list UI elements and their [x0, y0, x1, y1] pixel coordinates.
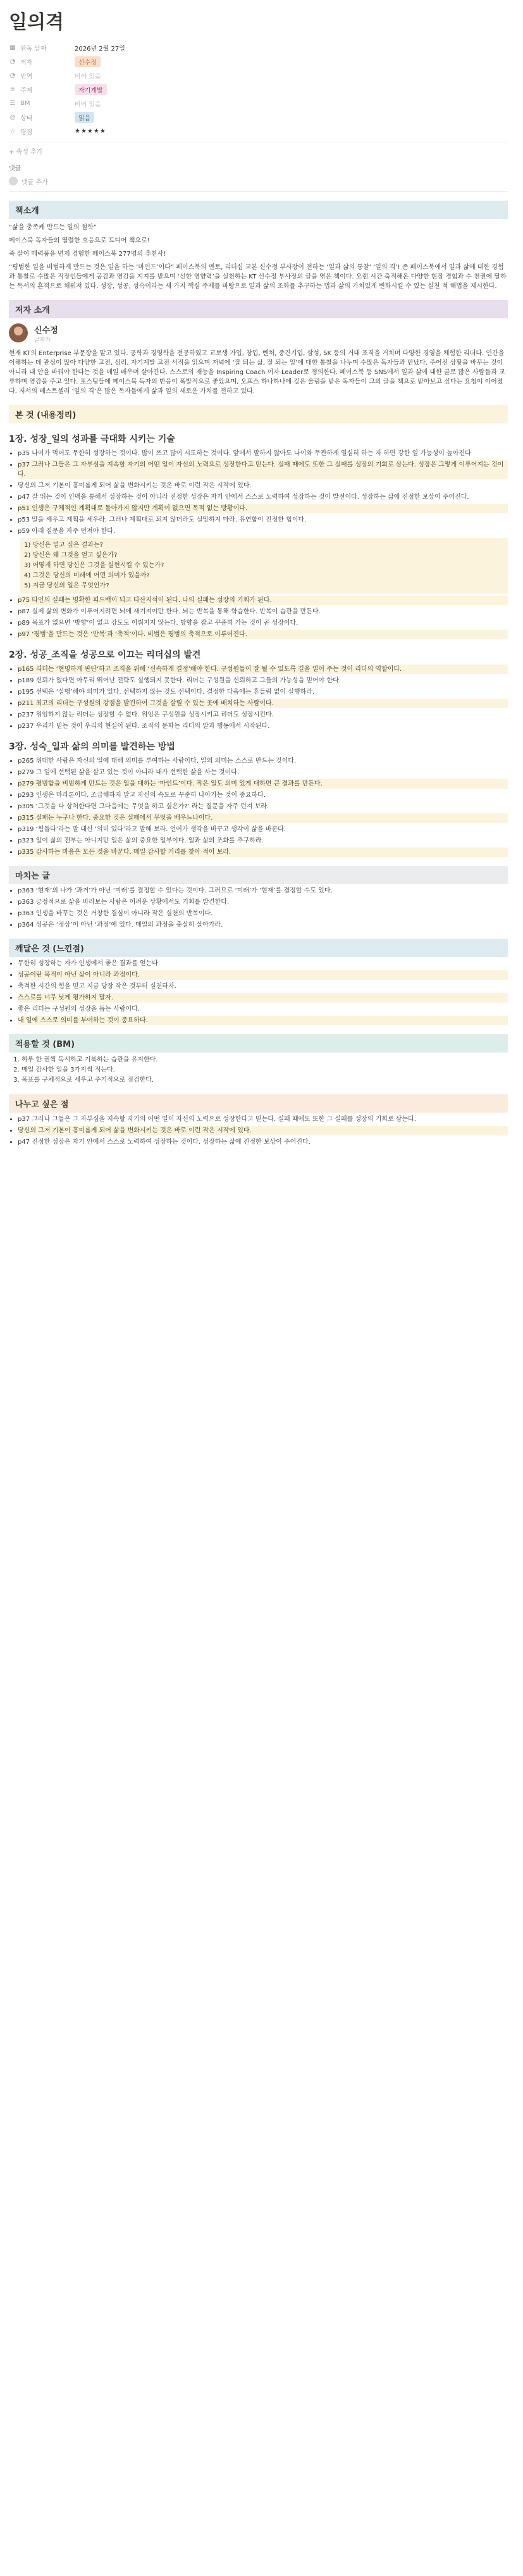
- list-item: • p37 그러나 그들은 그 자부심을 지속할 자기의 어떤 일이 자신의 노력으로 성장한다고 믿는다. 실패 때에도 또한 그 실패를 성장의 기회로 삼는다. 성장은 그렇게 이루어지는 것이다.: [18, 460, 508, 479]
- list-item: • p189 신뢰가 없다면 아무리 뛰어난 전략도 실행되지 못한다. 리더는 구성원을 신뢰하고 그들의 가능성을 믿어야 한다.: [18, 676, 508, 685]
- property-row[interactable]: [9, 54, 508, 68]
- summary-paragraph: 페이스북 독자들의 열렬한 호응으로 드디어 책으로!: [9, 237, 150, 244]
- list-item: • 당신의 그저 기본이 흥미롭게 되어 삶을 변화시키는 것은 바로 이런 작은 시작에 있다.: [18, 481, 508, 491]
- chapter-title: 1장. 성장_일의 성과를 극대화 시키는 기술: [9, 434, 175, 444]
- list-item: 3. 목표를 구체적으로 세우고 주기적으로 점검한다.: [22, 1075, 508, 1085]
- list-item: • p37 그러나 그들은 그 자부심을 지속할 자기의 어떤 일이 자신의 노력으로 성장한다고 믿는다. 실패 때에도 또한 그 실패를 성장의 기회로 삼는다.: [18, 1115, 508, 1124]
- lessons-list: [9, 959, 508, 1025]
- conclusion-list: [9, 886, 508, 930]
- list-item: • 좋은 리더는 구성원의 성장을 돕는 사람이다.: [18, 1004, 508, 1014]
- property-row[interactable]: [9, 68, 508, 82]
- question-list: [20, 538, 508, 594]
- property-key-label: 번역: [20, 73, 33, 80]
- section-author-heading: 저자 소개: [9, 300, 508, 318]
- list-item: • p59 아래 질문을 자주 던져야 한다.: [18, 527, 508, 536]
- list-item: • p237 위임하지 않는 리더는 성장할 수 없다. 위임은 구성원을 성장시키고 리더도 성장시킨다.: [18, 710, 508, 720]
- property-tag: 자기계발: [75, 84, 107, 95]
- list-item: • p363 ‘현재’의 나가 ‘과거’가 아닌 ‘미래’를 결정할 수 있다는 것이다. 그러므로 ‘미래’가 ‘현재’를 결정할 수도 있다.: [18, 886, 508, 896]
- list-item: • p323 일이 삶의 전부는 아니지만 일은 삶의 중요한 일부이다. 일과 삶의 조화를 추구하라.: [18, 836, 508, 846]
- question-item: 2) 당신은 왜 그것을 얻고 싶은가?: [24, 552, 118, 559]
- property-value[interactable]: [75, 112, 94, 123]
- author-name: 신수정: [34, 326, 58, 335]
- list-item: • p35 나이가 먹어도 무한히 성장하는 것이다. 많이 쓰고 많이 시도하는 것이다. 앞에서 말하지 않아도 나이와 무관하게 열심히 하는 자 하면 강한 일 가능성이 높아진다: [18, 449, 508, 458]
- list-item: • 무한히 성장하는 자가 인생에서 좋은 결과를 얻는다.: [18, 959, 508, 968]
- list-item: • 축적한 시간의 힘을 믿고 지금 당장 작은 것부터 실천하자.: [18, 982, 508, 991]
- list-item: • p293 인생은 마라톤이다. 조급해하지 말고 자신의 속도로 꾸준히 나아가는 것이 중요하다.: [18, 791, 508, 800]
- author-photo: [9, 323, 28, 342]
- list-item: • p53 말을 세우고 계획을 세우라. 그러나 계획대로 되지 않더라도 실망하지 마라. 유연함이 진정한 힘이다.: [18, 515, 508, 525]
- comments-heading: 댓글: [9, 165, 22, 172]
- section-body-heading: 본 것 (내용정리): [9, 405, 508, 423]
- list-item: • p363 긍정적으로 삶을 바라보는 사람은 어려운 상황에서도 기회를 발견한다.: [18, 897, 508, 907]
- property-key-label: 저자: [20, 59, 33, 66]
- list-item: • p319 ‘힘들다’라는 말 대신 ‘의미 있다’라고 말해 보라. 언어가 생각을 바꾸고 생각이 삶을 바꾼다.: [18, 825, 508, 834]
- property-row[interactable]: [9, 82, 508, 96]
- list-item: 2. 매일 감사한 일을 3가지씩 적는다.: [22, 1065, 508, 1075]
- chapter-title: 3장. 성숙_일과 삶의 의미를 발견하는 방법: [9, 742, 175, 752]
- property-key: [9, 43, 75, 53]
- property-key: [9, 113, 75, 122]
- question-item: 5) 지금 당신의 일은 무엇인가?: [24, 582, 109, 589]
- avatar: [9, 177, 18, 185]
- list-item: • p87 실제 삶의 변화가 이루어지려면 뇌에 새겨져야만 한다. 뇌는 반복을 통해 학습한다. 반복이 습관을 만든다.: [18, 607, 508, 616]
- comment-input-row[interactable]: [9, 175, 508, 192]
- property-text: 2026년 2월 27일: [75, 45, 125, 53]
- author-role: 글작가: [34, 337, 51, 344]
- summary-block: [9, 223, 508, 291]
- property-value[interactable]: [75, 43, 125, 53]
- properties-panel: [9, 41, 508, 142]
- rating-icon: ☆: [9, 127, 16, 135]
- property-tag: 신수정: [75, 56, 101, 67]
- list-item: 1. 하루 한 권씩 독서하고 기록하는 습관을 유지한다.: [22, 1055, 508, 1065]
- page: [0, 0, 523, 1147]
- list-item: • p47 진정한 성장은 자기 안에서 스스로 노력하여 성장하는 것이다. 성장하는 삶에 진정한 보상이 주어진다.: [18, 1137, 508, 1147]
- section-summary-heading: 책소개: [9, 201, 508, 219]
- list-item: • p279 평범함을 비범하게 만드는 것은 일을 대하는 ‘마인드’이다. 작은 일도 의미 있게 대하면 큰 결과를 만든다.: [18, 779, 508, 789]
- property-key-label: 완독 날짜: [20, 45, 47, 53]
- list-item: • p97 ‘평범’을 만드는 것은 ‘반복’과 ‘축적’이다. 비범은 평범의 축적으로 이루어진다.: [18, 630, 508, 639]
- list-item: • p265 위대한 사람은 자신의 일에 대해 의미를 부여하는 사람이다. 일의 의미는 스스로 만드는 것이다.: [18, 756, 508, 766]
- property-key-label: 주제: [20, 87, 33, 94]
- list-item: • p165 리더는 ‘현명하게 판단’하고 조직을 위해 ‘신속하게 결정’해야 한다. 구성원들이 잘 될 수 있도록 길을 열어 주는 것이 리더의 역할이다.: [18, 665, 508, 674]
- question-item: 3) 어떻게 하면 당신은 그것을 실현시킬 수 있는가?: [24, 562, 164, 569]
- list-item: • p305 ‘그것을 다 상처한다면 그다음에는 무엇을 하고 싶은가?’ 라는 질문을 자주 던져 보라.: [18, 802, 508, 811]
- property-row[interactable]: [9, 96, 508, 110]
- section-lessons-heading: 깨달은 것 (느낀점): [9, 939, 508, 957]
- list-item: • p195 선택은 ‘실행’해야 의미가 있다. 선택하지 않는 것도 선택이다. 결정한 다음에는 흔들림 없이 실행하라.: [18, 687, 508, 697]
- comment-input[interactable]: 댓글 추가: [22, 178, 48, 186]
- person-icon: ◔: [9, 58, 16, 65]
- author-card: [9, 323, 508, 344]
- question-item: 4) 그것은 당신의 미래에 어떤 의미가 있을까?: [24, 572, 150, 579]
- calendar-icon: ▦: [9, 44, 16, 51]
- chapter-list: [9, 449, 508, 639]
- chapter-list: [9, 665, 508, 731]
- add-property-button[interactable]: + 속성 추가: [9, 149, 43, 156]
- list-item: • p89 목표가 없으면 ‘방향’이 없고 강도도 이뤄지지 않는다. 방향을 잡고 꾸준히 가는 것이 곧 성장이다.: [18, 618, 508, 628]
- chapter-list: [9, 756, 508, 857]
- translator-icon: ◔: [9, 72, 16, 79]
- list-item: • p279 그 일에 선택된 삶을 살고 있는 것이 아니라 내가 선택한 삶을 사는 것이다.: [18, 768, 508, 777]
- property-empty: 비어 있음: [75, 101, 101, 108]
- share-list: [9, 1115, 508, 1147]
- property-row[interactable]: [9, 41, 508, 54]
- list-item: • p47 잘 뛰는 것이 인맥을 통해서 성장하는 것이 아니라 진정한 성장은 자기 안에서 스스로 노력하여 성장하는 것이 발전이다. 성장하는 삶에 진정한 보상이 주어진다.: [18, 492, 508, 502]
- summary-paragraph: “삶을 충족케 만드는 일의 철학”: [9, 224, 97, 231]
- property-key: [9, 100, 75, 107]
- category-icon: ≡: [9, 85, 16, 93]
- list-item: • 성공이란 목적이 아닌 삶이 아니라 과정이다.: [18, 970, 508, 980]
- author-bio: 현재 KT의 Enterprise 부문장을 맡고 있다. 공학과 경영학을 전공하였고 교보생 가입, 창업, 벤처, 중견기업, 삼성, SK 등의 거대 조직을 거치며 다양한 경영을 체험한 리더다. 인간을 이해하는 데 관심이 많아 다양한 고전, 심리, 자기계발 고전 서적을 읽으며 저녁에 ‘잘 되는 삶, 잘 되는 일’에 대한 통찰을 나누며 수많은 독자들과 만났다. 주어진 상황을 바꾸는 것이 아니라 내 안을 바꿔야 한다는 것을 매일 배우며 살아간다. 스스로의 재능을 Inspiring Coach 이자 Leader로 정의한다. 페이스북 등 SNS에서 일과 삶에 대한 글로 많은 사람들과 교류하며 영감을 주고 있다. 포스팅들에 페이스북 독자의 반응이 폭발적으로 좋았으며, 오프스 하나하나에 깊은 울림을 받은 독자들이 그의 글을 책으로 받아보고 싶다는 요청이 이어졌다. 저서의 베스트셀러 ‘일의 격’은 많은 독자들에게 삶과 일의 새로운 가치를 전하고 있다.: [9, 350, 505, 395]
- section-share-heading: 나누고 싶은 점: [9, 1094, 508, 1113]
- property-key: [9, 127, 75, 136]
- summary-paragraph: 죽 살이 매력품을 면제 경험한 페이스북 277명의 추천사!: [9, 251, 166, 258]
- list-item: • p75 타인의 실패는 명확한 피드백이 되고 타산지석이 된다. 나의 실패는 성장의 기회가 된다.: [18, 596, 508, 605]
- list-item: • p315 실패는 누구나 한다. 중요한 것은 실패에서 무엇을 배우느냐이다.: [18, 813, 508, 823]
- property-key: [9, 57, 75, 66]
- chapters-block: [9, 432, 508, 857]
- status-icon: ◎: [9, 113, 16, 121]
- list-item: • p51 인생은 구체적인 계획대로 돌아가지 않지만 계획이 없으면 목적 없는 방황이다.: [18, 504, 508, 513]
- apply-list: [9, 1055, 508, 1085]
- property-empty: 비어 있음: [75, 73, 101, 80]
- question-item: 1) 당신은 얼고 싶은 결과는?: [24, 542, 103, 549]
- property-row[interactable]: [9, 110, 508, 124]
- list-item: • 스스로를 너무 낮게 평가하지 말자.: [18, 993, 508, 1003]
- summary-paragraph: “평범한 일을 비범하게 만드는 것은 일을 하는 ‘마인드’이다” 페이스북의 멘토, 리더십 교본 신수정 부사장이 전하는 ‘일과 삶의 통찰’ ‘일의 격’! 존 페이스북에서 일과 삶에 대한 경험과 통찰로 수많은 직장인들에게 공감과 영감을 지지를 받으며 ‘선한 영향력’을 실천하는 KT 신수정 부사장의 글을 엮은 책이다. 오랜 시간 축적해온 다양한 현장 경험과 수 천권에 달하는 독서의 흔적으로 채워져 있다. 성장, 성공, 성숙이라는 세 가지 핵심 주제를 바탕으로 일과 삶의 조화를 추구하는 법과 삶의 가치있게 변화시킬 수 있는 실천 적 해법을 제시한다.: [9, 264, 507, 290]
- property-value[interactable]: [75, 56, 101, 67]
- list-item: • p364 성공은 ‘정상’이 아닌 ‘과정’에 있다. 매일의 과정을 충실히 살아가라.: [18, 920, 508, 930]
- property-row[interactable]: [9, 124, 508, 138]
- property-tag: 읽음: [75, 112, 94, 123]
- list-item: • 내 일에 스스로 의미를 부여하는 것이 중요하다.: [18, 1016, 508, 1025]
- list-item: • 당신의 그저 기본이 흥미롭게 되어 삶을 변화시키는 것은 바로 이런 작은 시작에 있다.: [18, 1126, 508, 1135]
- section-apply-heading: 적용할 것 (BM): [9, 1034, 508, 1053]
- property-key: [9, 71, 75, 80]
- rating-stars: ★★★★★: [75, 127, 106, 135]
- chapter-title: 2장. 성공_조직을 성공으로 이끄는 리더십의 발견: [9, 650, 201, 660]
- list-item: • p211 최고의 리더는 구성원의 강점을 발견하여 그것을 살릴 수 있는 곳에 배치하는 사람이다.: [18, 699, 508, 708]
- bm-icon: ☰: [9, 99, 16, 107]
- property-key: [9, 85, 75, 94]
- section-conclusion-heading: 마치는 글: [9, 866, 508, 884]
- list-item: • p335 감사하는 마음은 모든 것을 바꾼다. 매일 감사할 거리를 찾아 적어 보라.: [18, 847, 508, 857]
- property-key-label: 평점: [20, 128, 33, 136]
- page-title: 일의격: [9, 11, 64, 34]
- property-value[interactable]: [75, 71, 101, 80]
- property-key-label: BM: [20, 99, 30, 107]
- property-key-label: 상태: [20, 115, 33, 122]
- list-item: • p363 인생을 바꾸는 것은 거창한 결심이 아니라 작은 실천의 반복이다.: [18, 909, 508, 918]
- list-item: • p237 우리가 믿는 것이 우리의 현실이 된다. 조직의 문화는 리더의 말과 행동에서 시작된다.: [18, 722, 508, 731]
- property-value[interactable]: [75, 128, 106, 135]
- property-value[interactable]: [75, 99, 101, 108]
- property-value[interactable]: [75, 84, 107, 95]
